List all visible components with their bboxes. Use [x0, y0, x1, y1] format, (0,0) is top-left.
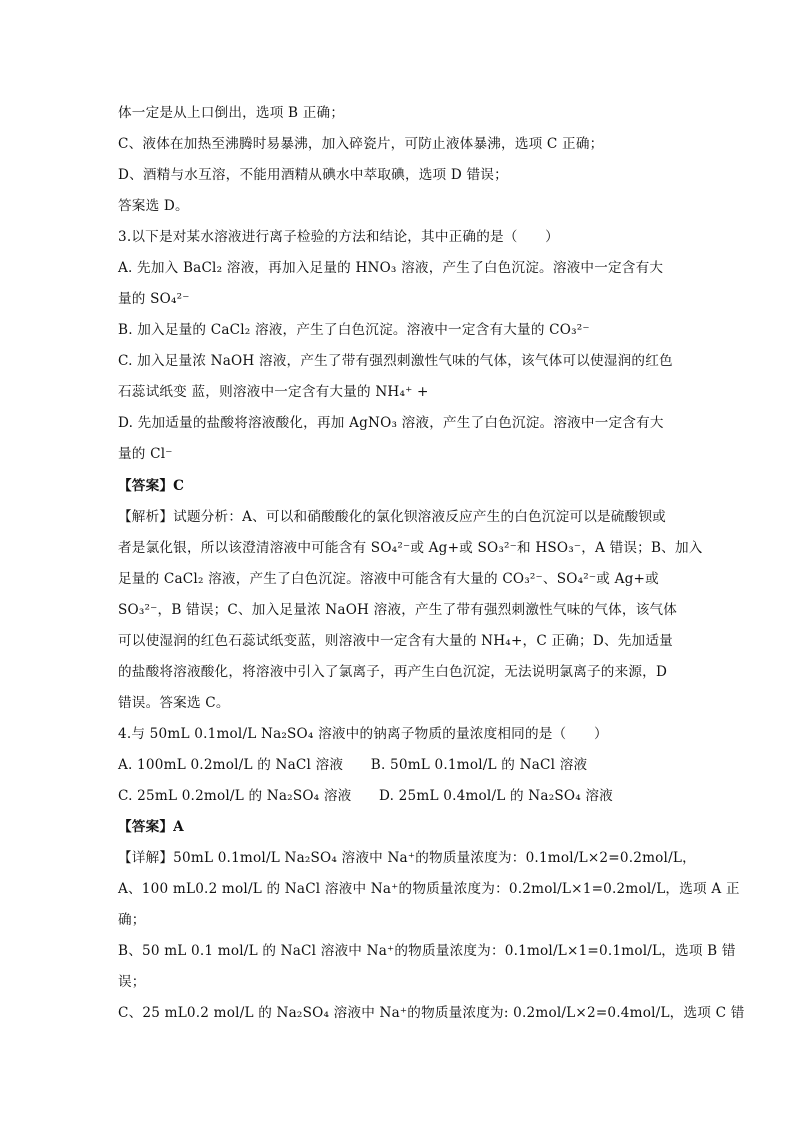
option-b: B. 加入足量的 CaCl₂ 溶液，产生了白色沉淀。溶液中一定含有大量的 CO₃²⁻ [118, 322, 590, 338]
analysis-line: 错误。答案选 C。 [118, 695, 230, 711]
answer-4: 【答案】A [118, 819, 184, 835]
question-3-stem: 3.以下是对某水溶液进行离子检验的方法和结论，其中正确的是（ ） [118, 229, 559, 245]
analysis-line: 【解析】试题分析：A、可以和硝酸酸化的氯化钡溶液反应产生的白色沉淀可以是硫酸钡或 [118, 509, 666, 525]
option-a: A. 先加入 BaCl₂ 溶液，再加入足量的 HNO₃ 溶液，产生了白色沉淀。溶液中一定含有大 [118, 260, 664, 276]
options-ab: A. 100mL 0.2mol/L 的 NaCl 溶液 B. 50mL 0.1mol/L 的 NaCl 溶液 [118, 757, 588, 773]
option-d-cont: 量的 Cl⁻ [118, 446, 173, 462]
option-a-cont: 量的 SO₄²⁻ [118, 291, 190, 307]
options-cd: C. 25mL 0.2mol/L 的 Na₂SO₄ 溶液 D. 25mL 0.4mol/L 的 Na₂SO₄ 溶液 [118, 788, 613, 804]
option-c-cont: 石蕊试纸变 蓝，则溶液中一定含有大量的 NH₄⁺ + [118, 384, 429, 400]
analysis-line: 可以使湿润的红色石蕊试纸变蓝，则溶液中一定含有大量的 NH₄+，C 正确；D、先加适量 [118, 633, 673, 649]
text-line: 答案选 D。 [118, 198, 189, 214]
detail-line: C、25 mL0.2 mol/L 的 Na₂SO₄ 溶液中 Na⁺的物质量浓度为: 0.2mol/L×2=0.4mol/L，选项 C 错 [118, 1005, 745, 1021]
text-line: 体一定是从上口倒出，选项 B 正确； [118, 105, 345, 121]
detail-line: B、50 mL 0.1 mol/L 的 NaCl 溶液中 Na⁺的物质量浓度为：0.1mol/L×1=0.1mol/L，选项 B 错 [118, 943, 736, 959]
text-line: D、酒精与水互溶，不能用酒精从碘水中萃取碘，选项 D 错误； [118, 167, 508, 183]
detail-line: 确； [118, 912, 146, 928]
detail-line: 【详解】50mL 0.1mol/L Na₂SO₄ 溶液中 Na⁺的物质量浓度为：0.1mol/L×2=0.2mol/L， [118, 850, 696, 866]
detail-line: A、100 mL0.2 mol/L 的 NaCl 溶液中 Na⁺的物质量浓度为：0.2mol/L×1=0.2mol/L，选项 A 正 [118, 881, 740, 897]
analysis-line: 足量的 CaCl₂ 溶液，产生了白色沉淀。溶液中可能含有大量的 CO₃²⁻、SO₄²⁻或 Ag+或 [118, 571, 659, 587]
detail-line: 误； [118, 974, 146, 990]
answer-3: 【答案】C [118, 478, 185, 494]
option-d: D. 先加适量的盐酸将溶液酸化，再加 AgNO₃ 溶液，产生了白色沉淀。溶液中一定含有大 [118, 415, 664, 431]
text-line: C、液体在加热至沸腾时易暴沸，加入碎瓷片，可防止液体暴沸，选项 C 正确； [118, 136, 604, 152]
option-c: C. 加入足量浓 NaOH 溶液，产生了带有强烈刺激性气味的气体，该气体可以使湿润的红色 [118, 353, 673, 369]
analysis-line: SO₃²⁻，B 错误；C、加入足量浓 NaOH 溶液，产生了带有强烈刺激性气味的气体，该气体 [118, 602, 678, 618]
analysis-line: 的盐酸将溶液酸化，将溶液中引入了氯离子，再产生白色沉淀，无法说明氯离子的来源，D [118, 664, 668, 680]
question-4-stem: 4.与 50mL 0.1mol/L Na₂SO₄ 溶液中的钠离子物质的量浓度相同的是（ ） [118, 726, 608, 742]
analysis-line: 者是氯化银，所以该澄清溶液中可能含有 SO₄²⁻或 Ag+或 SO₃²⁻和 HSO₃⁻，A 错误；B、加入 [118, 540, 703, 556]
